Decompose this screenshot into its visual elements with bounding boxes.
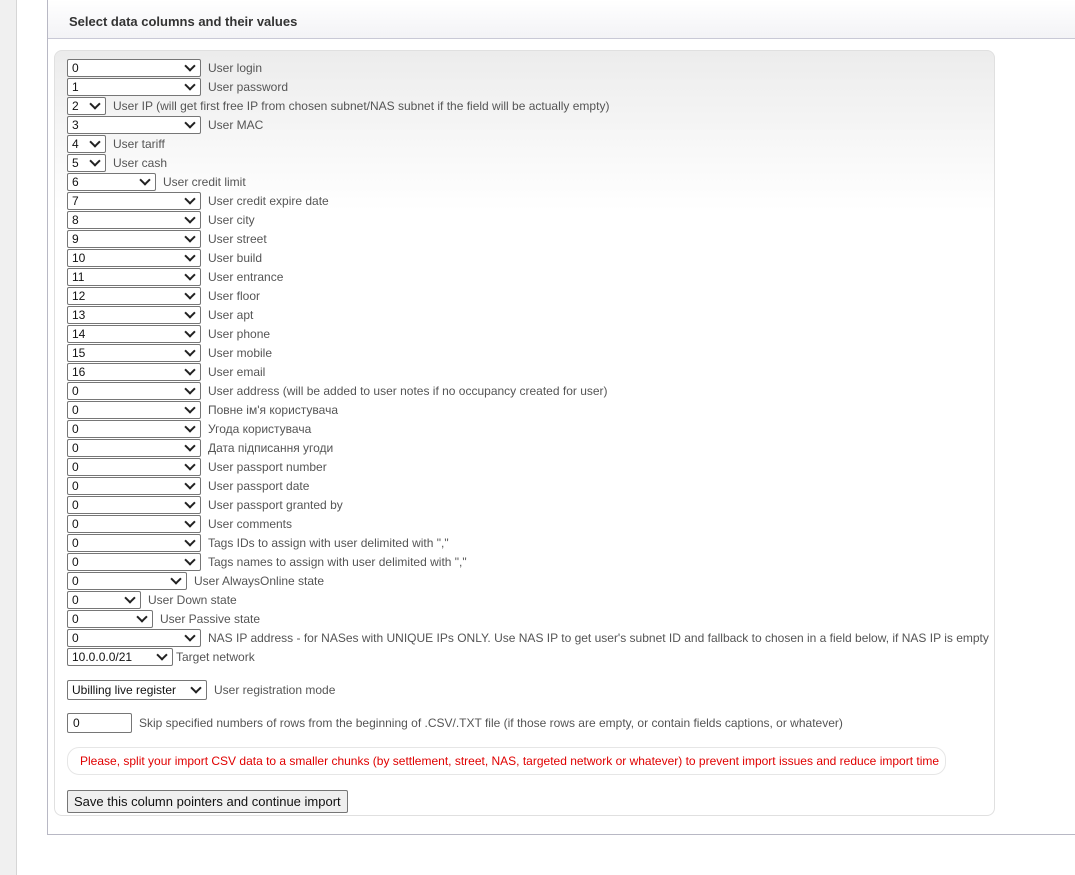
column-select-user-build[interactable]: 10	[67, 249, 201, 267]
row-user-mac	[67, 116, 263, 134]
chevron-down-icon	[190, 682, 201, 693]
row-nas-ip	[67, 629, 989, 647]
chevron-down-icon	[184, 250, 195, 261]
field-label: User tariff	[113, 137, 165, 151]
field-label: User cash	[113, 156, 168, 170]
row-user-login	[67, 59, 262, 77]
chevron-down-icon	[184, 459, 195, 470]
column-select-user-mac[interactable]: 3	[67, 116, 201, 134]
left-gutter	[0, 0, 17, 875]
field-label: User street	[208, 232, 267, 246]
field-label: User Down state	[148, 593, 237, 607]
chevron-down-icon	[184, 497, 195, 508]
chevron-down-icon	[184, 60, 195, 71]
field-label: User credit expire date	[208, 194, 329, 208]
column-select-user-login[interactable]: 0	[67, 59, 201, 77]
row-user-cash	[67, 154, 167, 172]
row-passive-state	[67, 610, 260, 628]
field-label: Tags names to assign with user delimited with ","	[208, 555, 467, 569]
row-user-build	[67, 249, 262, 267]
column-select-user-credit-expire-date[interactable]: 7	[67, 192, 201, 210]
row-user-contract	[67, 420, 311, 438]
chevron-down-icon	[184, 516, 195, 527]
row-down-state	[67, 591, 237, 609]
save-and-continue-button[interactable]: Save this column pointers and continue import	[67, 790, 348, 813]
import-panel	[47, 0, 1075, 835]
chevron-down-icon	[139, 174, 150, 185]
column-select-user-cash[interactable]: 5	[67, 154, 106, 172]
chevron-down-icon	[184, 79, 195, 90]
column-select-user-contract[interactable]: 0	[67, 420, 201, 438]
field-label: User email	[208, 365, 266, 379]
chevron-down-icon	[184, 345, 195, 356]
field-label: User build	[208, 251, 263, 265]
row-user-email	[67, 363, 265, 381]
field-label: User passport granted by	[208, 498, 343, 512]
chevron-down-icon	[89, 136, 100, 147]
chevron-down-icon	[184, 117, 195, 128]
chevron-down-icon	[184, 535, 195, 546]
panel-header	[48, 0, 1075, 39]
row-user-city	[67, 211, 255, 229]
row-user-credit-expire-date	[67, 192, 329, 210]
column-select-user-entrance[interactable]: 11	[67, 268, 201, 286]
chevron-down-icon	[184, 478, 195, 489]
chevron-down-icon	[184, 440, 195, 451]
field-label: Дата підписання угоди	[208, 441, 334, 455]
chevron-down-icon	[136, 611, 147, 622]
column-select-contract-date[interactable]: 0	[67, 439, 201, 457]
row-contract-date	[67, 439, 333, 457]
field-label: User Passive state	[160, 612, 261, 626]
chevron-down-icon	[184, 269, 195, 280]
target-network-select[interactable]: 10.0.0.0/21	[67, 648, 173, 666]
column-select-tags-ids[interactable]: 0	[67, 534, 201, 552]
column-select-alwaysonline-state[interactable]: 0	[67, 572, 187, 590]
row-user-entrance	[67, 268, 283, 286]
row-user-address	[67, 382, 608, 400]
column-select-passive-state[interactable]: 0	[67, 610, 153, 628]
row-user-tariff	[67, 135, 165, 153]
row-tags-names	[67, 553, 467, 571]
column-select-passport-date[interactable]: 0	[67, 477, 201, 495]
field-label: User passport date	[208, 479, 310, 493]
chevron-down-icon	[184, 307, 195, 318]
row-user-comments	[67, 515, 292, 533]
chevron-down-icon	[184, 421, 195, 432]
column-select-user-full-name[interactable]: 0	[67, 401, 201, 419]
chevron-down-icon	[184, 288, 195, 299]
row-alwaysonline-state	[67, 572, 324, 590]
column-select-user-password[interactable]: 1	[67, 78, 201, 96]
field-label: User comments	[208, 517, 293, 531]
column-select-user-tariff[interactable]: 4	[67, 135, 106, 153]
column-select-user-apt[interactable]: 13	[67, 306, 201, 324]
row-passport-number	[67, 458, 327, 476]
field-label: User floor	[208, 289, 261, 303]
chevron-down-icon	[184, 554, 195, 565]
field-label: User address (will be added to user notes if no occupancy created for user)	[208, 384, 608, 398]
chevron-down-icon	[184, 231, 195, 242]
field-label: User mobile	[208, 346, 273, 360]
row-skip-rows	[67, 713, 843, 733]
row-user-full-name	[67, 401, 338, 419]
chevron-down-icon	[170, 573, 181, 584]
field-label: User city	[208, 213, 255, 227]
row-tags-ids	[67, 534, 449, 552]
skip-rows-input[interactable]: 0	[67, 713, 132, 733]
chevron-down-icon	[184, 326, 195, 337]
column-select-user-ip[interactable]: 2	[67, 97, 106, 115]
chevron-down-icon	[89, 155, 100, 166]
chevron-down-icon	[184, 364, 195, 375]
chevron-down-icon	[184, 402, 195, 413]
row-user-phone	[67, 325, 270, 343]
field-label: User AlwaysOnline state	[194, 574, 325, 588]
column-select-user-city[interactable]: 8	[67, 211, 201, 229]
column-select-passport-granted-by[interactable]: 0	[67, 496, 201, 514]
chevron-down-icon	[184, 193, 195, 204]
row-target-network	[67, 648, 255, 666]
column-select-user-credit-limit[interactable]: 6	[67, 173, 156, 191]
column-mapping-form	[54, 50, 995, 816]
chevron-down-icon	[156, 649, 167, 660]
column-select-user-mobile[interactable]: 15	[67, 344, 201, 362]
field-label: User login	[208, 61, 263, 75]
field-label: Tags IDs to assign with user delimited with ","	[208, 536, 449, 550]
column-select-user-street[interactable]: 9	[67, 230, 201, 248]
field-label: Повне ім'я користувача	[208, 403, 338, 417]
field-label: User registration mode	[214, 683, 336, 697]
field-label: User apt	[208, 308, 254, 322]
column-select-nas-ip[interactable]: 0	[67, 629, 201, 647]
column-select-passport-number[interactable]: 0	[67, 458, 201, 476]
row-passport-granted-by	[67, 496, 343, 514]
column-select-user-comments[interactable]: 0	[67, 515, 201, 533]
field-label: NAS IP address - for NASes with UNIQUE IPs ONLY. Use NAS IP to get user's subnet ID and fallback to chosen in a field below, if NAS IP is empty	[208, 631, 989, 645]
row-user-apt	[67, 306, 253, 324]
column-select-user-floor[interactable]: 12	[67, 287, 201, 305]
row-user-credit-limit	[67, 173, 246, 191]
chevron-down-icon	[124, 592, 135, 603]
field-label: Skip specified numbers of rows from the beginning of .CSV/.TXT file (if those rows are empty, or contain fields captions, or whatever)	[139, 716, 843, 730]
row-user-street	[67, 230, 267, 248]
field-label: User entrance	[208, 270, 284, 284]
row-registration-mode	[67, 680, 335, 700]
field-label: User phone	[208, 327, 271, 341]
row-passport-date	[67, 477, 309, 495]
column-select-user-address[interactable]: 0	[67, 382, 201, 400]
panel-title: Select data columns and their values	[69, 14, 298, 29]
row-user-ip	[67, 97, 609, 115]
field-label: Target network	[176, 650, 255, 664]
field-label: User password	[208, 80, 289, 94]
field-label: Угода користувача	[208, 422, 312, 436]
column-select-down-state[interactable]: 0	[67, 591, 141, 609]
row-user-floor	[67, 287, 260, 305]
column-select-user-phone[interactable]: 14	[67, 325, 201, 343]
chevron-down-icon	[184, 212, 195, 223]
row-user-password	[67, 78, 288, 96]
import-notice: Please, split your import CSV data to a smaller chunks (by settlement, street, NAS, targeted network or whatever) to prevent import issues and reduce import time	[67, 747, 946, 775]
field-label: User IP (will get first free IP from chosen subnet/NAS subnet if the field will be actually empty)	[113, 99, 610, 113]
chevron-down-icon	[184, 630, 195, 641]
field-label: User MAC	[208, 118, 264, 132]
field-label: User passport number	[208, 460, 327, 474]
column-select-tags-names[interactable]: 0	[67, 553, 201, 571]
row-user-mobile	[67, 344, 272, 362]
column-select-user-email[interactable]: 16	[67, 363, 201, 381]
chevron-down-icon	[184, 383, 195, 394]
chevron-down-icon	[89, 98, 100, 109]
field-label: User credit limit	[163, 175, 246, 189]
registration-mode-select[interactable]: Ubilling live register	[67, 680, 207, 700]
